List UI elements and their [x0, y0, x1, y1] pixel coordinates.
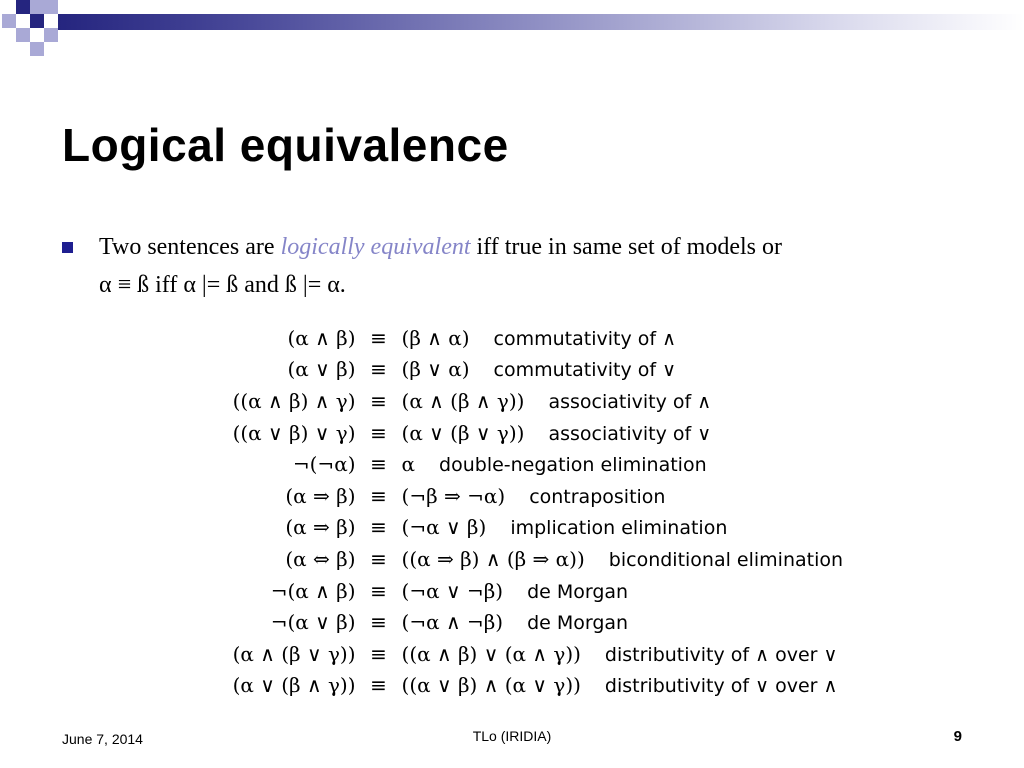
rule-rhs-cell	[402, 512, 960, 544]
equivalence-symbol: ≡	[370, 452, 387, 477]
rule-lhs: (α ∨ (β ∧ γ))	[232, 673, 356, 698]
rule-rhs-cell	[402, 385, 960, 417]
rule-rhs-cell	[402, 417, 960, 449]
footer-author: TLo (IRIDIA)	[472, 728, 552, 744]
bullet-emphasis: logically equivalent	[280, 234, 471, 260]
deco-square	[16, 28, 30, 42]
rule-rhs: (α ∧ (β ∧ γ))	[401, 388, 525, 413]
rule-lhs: (α ∧ (β ∨ γ))	[232, 641, 356, 666]
rule-rhs: (β ∧ α)	[401, 325, 470, 350]
rule-rhs-cell	[402, 606, 960, 638]
rule-lhs: ¬(¬α)	[292, 452, 356, 477]
rule-label: contraposition	[529, 485, 666, 508]
rule-lhs: ((α ∧ β) ∧ γ)	[232, 388, 356, 413]
equivalence-symbol: ≡	[370, 515, 387, 540]
rule-lhs: (α ⇒ β)	[285, 515, 356, 540]
rule-rhs: (α ∨ (β ∨ γ))	[401, 420, 525, 445]
bullet-text	[99, 228, 969, 304]
rule-label: biconditional elimination	[608, 548, 844, 571]
rule-rhs-cell	[402, 670, 960, 702]
rule-label: double-negation elimination	[439, 454, 707, 477]
rule-row	[200, 385, 960, 417]
deco-square	[30, 14, 44, 28]
equivalence-symbol: ≡	[370, 325, 387, 350]
rule-rhs: ((α ⇒ β) ∧ (β ⇒ α))	[401, 546, 585, 571]
deco-square	[30, 42, 44, 56]
deco-square	[30, 0, 44, 14]
equivalence-symbol: ≡	[370, 546, 387, 571]
deco-square	[16, 0, 30, 14]
rule-rhs-cell	[402, 543, 960, 575]
rule-row	[200, 543, 960, 575]
rule-label: distributivity of ∨ over ∧	[604, 675, 838, 698]
rule-rhs: ((α ∨ β) ∧ (α ∨ γ))	[401, 673, 581, 698]
rule-row	[200, 670, 960, 702]
equivalence-symbol: ≡	[370, 641, 387, 666]
bullet-text-pre: Two sentences are	[99, 234, 281, 260]
equivalence-symbol: ≡	[370, 388, 387, 413]
rule-row	[200, 606, 960, 638]
rule-row	[200, 575, 960, 607]
rule-row	[200, 638, 960, 670]
rule-label: de Morgan	[527, 612, 629, 635]
equivalence-symbol: ≡	[370, 420, 387, 445]
rule-rhs-cell	[402, 638, 960, 670]
rule-rhs: ((α ∧ β) ∨ (α ∧ γ))	[401, 641, 581, 666]
rule-rhs-cell	[402, 322, 960, 354]
bullet-line-2: α ≡ ß iff α |= ß and ß |= α.	[99, 272, 346, 298]
deco-square	[44, 0, 58, 14]
equivalence-symbol: ≡	[370, 357, 387, 382]
deco-square	[44, 28, 58, 42]
rule-label: distributivity of ∧ over ∨	[604, 643, 838, 666]
deco-square	[2, 14, 16, 28]
rule-rhs: (¬α ∨ β)	[401, 515, 487, 540]
header-gradient-bar	[58, 14, 1024, 30]
page-number: 9	[953, 728, 962, 745]
bullet-square-icon	[62, 242, 73, 253]
rule-row	[200, 448, 960, 480]
rule-row	[200, 417, 960, 449]
rule-label: associativity of ∧	[548, 390, 712, 413]
slide-title: Logical equivalence	[62, 119, 509, 171]
footer-date: June 7, 2014	[62, 731, 143, 747]
rule-rhs: (¬β ⇒ ¬α)	[401, 483, 506, 508]
rule-rhs: (β ∨ α)	[401, 357, 470, 382]
rule-rhs: (¬α ∨ ¬β)	[401, 578, 504, 603]
equivalence-symbol: ≡	[370, 673, 387, 698]
rule-rhs-cell	[402, 354, 960, 386]
rule-rhs-cell	[402, 480, 960, 512]
rule-lhs: (α ⇒ β)	[285, 483, 356, 508]
rule-rhs: (¬α ∧ ¬β)	[401, 610, 504, 635]
deco-square	[58, 0, 72, 14]
rule-rhs: α	[401, 452, 416, 477]
equivalence-rules-table	[200, 322, 960, 701]
bullet-text-post: iff true in same set of models or	[470, 234, 782, 260]
rule-lhs: (α ∨ β)	[287, 357, 356, 382]
rule-row	[200, 512, 960, 544]
rule-lhs: ¬(α ∨ β)	[270, 610, 356, 635]
rule-lhs: (α ⇔ β)	[285, 546, 356, 571]
rule-rhs-cell	[402, 448, 960, 480]
equivalence-symbol: ≡	[370, 483, 387, 508]
rule-row	[200, 480, 960, 512]
equivalence-symbol: ≡	[370, 610, 387, 635]
rule-label: associativity of ∨	[548, 422, 712, 445]
equivalence-symbol: ≡	[370, 578, 387, 603]
rule-row	[200, 354, 960, 386]
rule-lhs: ¬(α ∧ β)	[270, 578, 356, 603]
rule-label: commutativity of ∨	[493, 359, 677, 382]
rule-row	[200, 322, 960, 354]
rule-label: implication elimination	[510, 517, 728, 540]
rule-label: commutativity of ∧	[493, 327, 677, 350]
rule-lhs: (α ∧ β)	[287, 325, 356, 350]
rule-lhs: ((α ∨ β) ∨ γ)	[232, 420, 356, 445]
rule-label: de Morgan	[527, 580, 629, 603]
rule-rhs-cell	[402, 575, 960, 607]
